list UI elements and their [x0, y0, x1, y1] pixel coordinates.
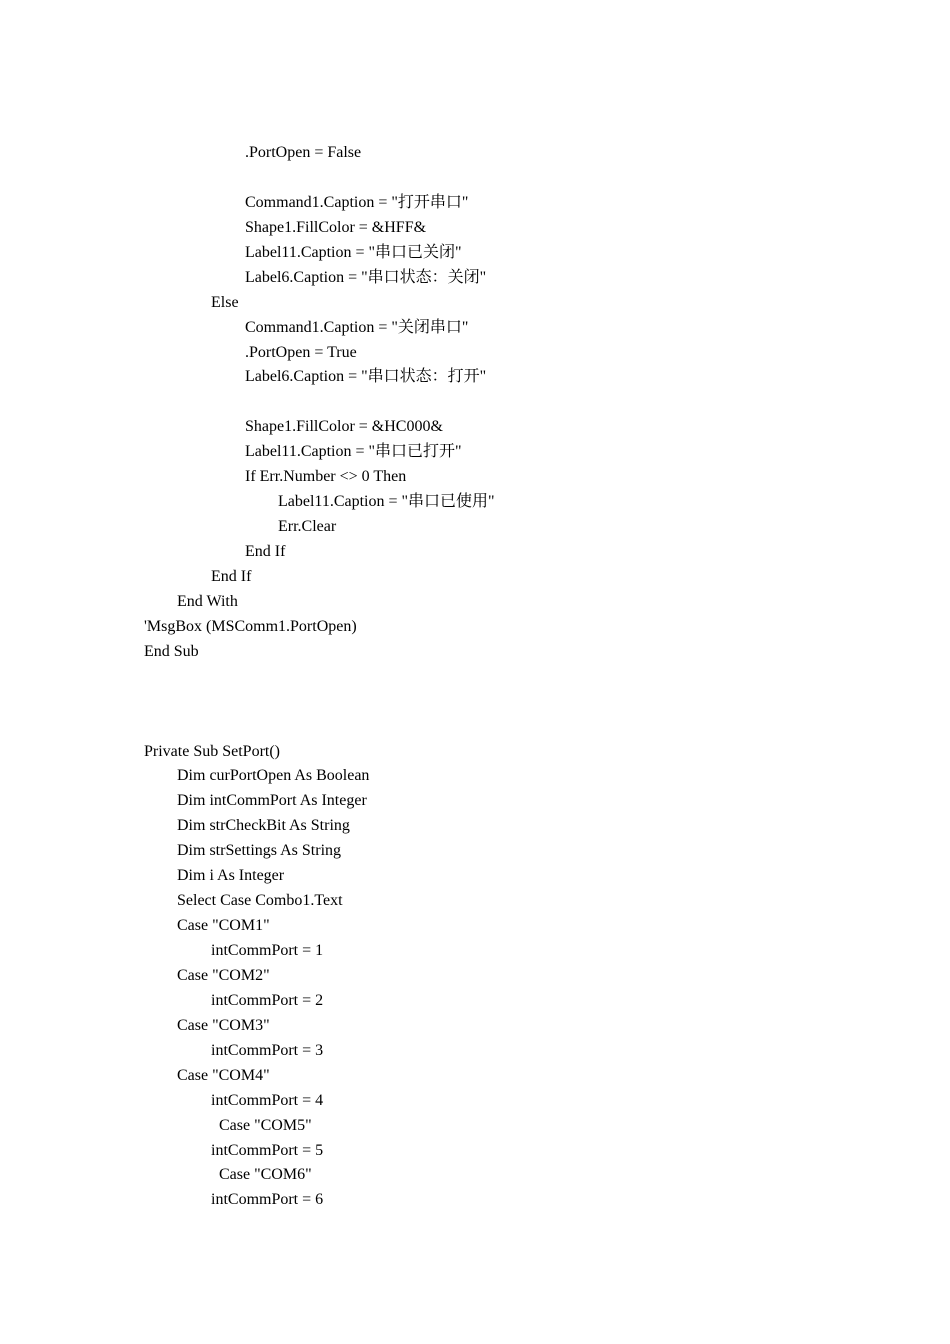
- code-line: .PortOpen = False: [245, 144, 362, 161]
- code-line: Shape1.FillColor = &HC000&: [245, 418, 443, 436]
- code-line: Dim i As Integer: [177, 867, 285, 885]
- code-line: Else: [211, 293, 239, 311]
- code-line-blank: [144, 715, 495, 740]
- code-line: End With: [177, 592, 238, 610]
- code-line: .PortOpen = True: [245, 343, 357, 361]
- code-line: End Sub: [144, 642, 199, 660]
- code-line: Shape1.FillColor = &HFF&: [245, 218, 427, 236]
- code-line: intCommPort = 6: [211, 1191, 324, 1209]
- code-line: Case "COM5": [219, 1116, 312, 1134]
- code-line-blank: [144, 690, 495, 715]
- code-line: Case "COM6": [219, 1166, 312, 1184]
- code-line: Select Case Combo1.Text: [177, 892, 343, 910]
- code-line: End If: [245, 543, 286, 560]
- code-line: Err.Clear: [278, 518, 337, 536]
- vb-code-listing: [144, 141, 495, 1213]
- code-line: Case "COM2": [177, 966, 270, 984]
- code-line: intCommPort = 1: [211, 942, 324, 959]
- code-line-blank: [144, 665, 495, 690]
- code-line: intCommPort = 2: [211, 991, 324, 1009]
- code-line: Dim intCommPort As Integer: [177, 792, 367, 810]
- code-line: Dim strCheckBit As String: [177, 817, 350, 835]
- code-line: Private Sub SetPort(): [144, 742, 280, 760]
- code-line: Label6.Caption = "串口状态：打开": [245, 368, 487, 386]
- code-line: 'MsgBox (MSComm1.PortOpen): [144, 617, 357, 635]
- code-line: End If: [211, 567, 252, 585]
- code-line: Label11.Caption = "串口已打开": [245, 443, 462, 461]
- code-line-blank: [144, 166, 495, 191]
- code-line: Case "COM3": [177, 1016, 270, 1034]
- code-line: Label6.Caption = "串口状态：关闭": [245, 268, 487, 286]
- code-line: Dim strSettings As String: [177, 842, 342, 860]
- code-line: Case "COM1": [177, 917, 270, 935]
- code-line: Command1.Caption = "打开串口": [245, 193, 469, 211]
- code-line: intCommPort = 5: [211, 1141, 324, 1159]
- code-line: Label11.Caption = "串口已关闭": [245, 243, 462, 261]
- code-line: intCommPort = 3: [211, 1041, 324, 1059]
- code-line-blank: [144, 390, 495, 415]
- code-line: Dim curPortOpen As Boolean: [177, 767, 370, 785]
- code-line: Command1.Caption = "关闭串口": [245, 318, 469, 336]
- code-line: intCommPort = 4: [211, 1091, 324, 1109]
- code-line: Label11.Caption = "串口已使用": [278, 493, 495, 511]
- code-line: If Err.Number <> 0 Then: [245, 468, 407, 486]
- code-line: Case "COM4": [177, 1066, 270, 1084]
